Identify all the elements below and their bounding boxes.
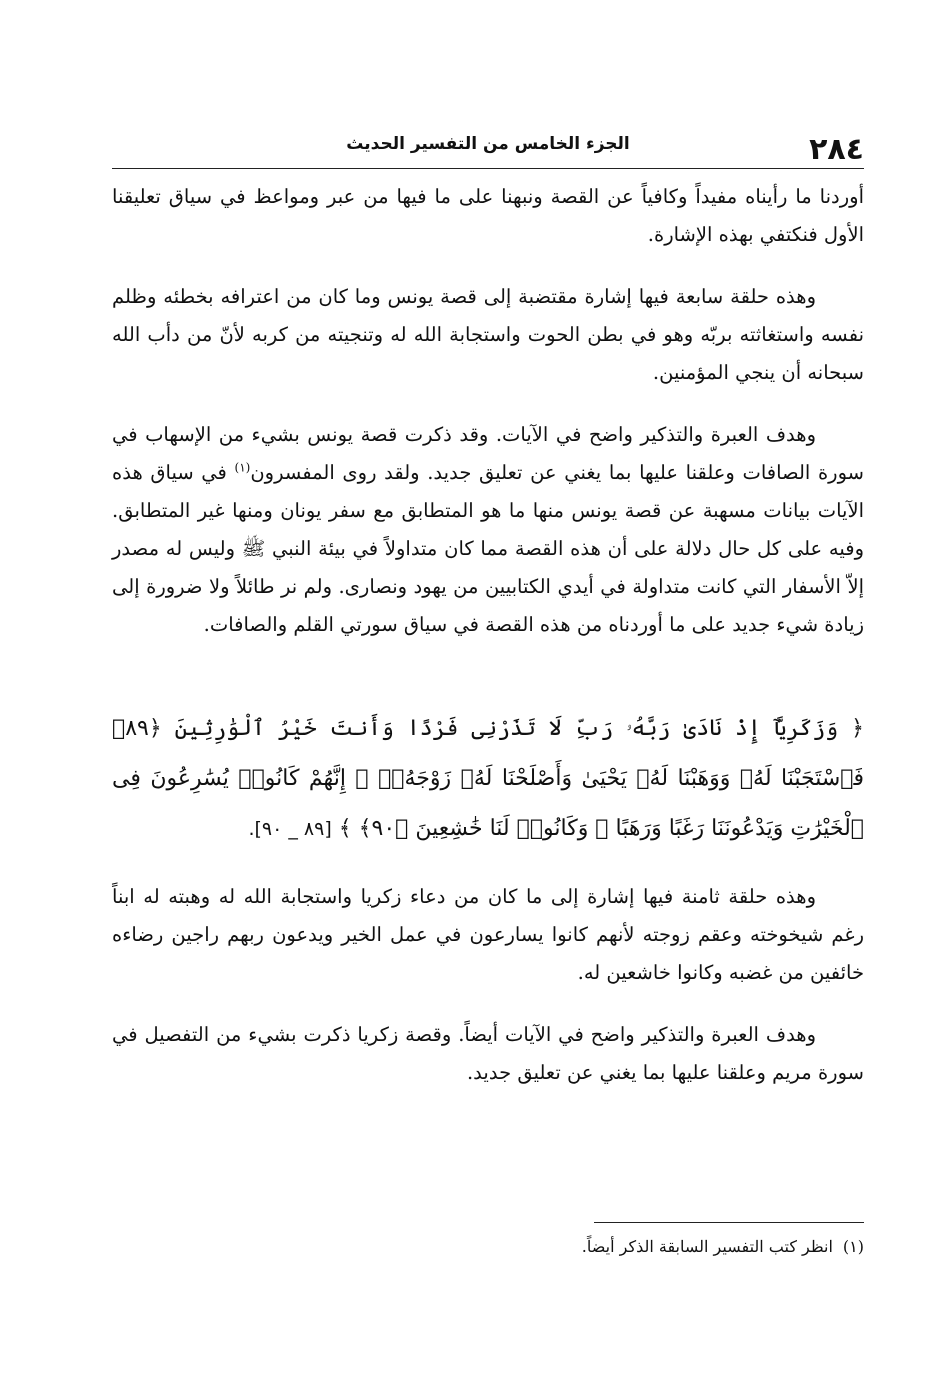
paragraph-3 bbox=[112, 416, 864, 644]
paragraph-1: أوردنا ما رأيناه مفيداً وكافياً عن القصة ونبهنا على ما فيها من عبر ومواعظ في سياق تعليقنا الأول فنكتفي بهذه الإشارة. bbox=[112, 185, 864, 246]
paragraph-4: وهذه حلقة ثامنة فيها إشارة إلى ما كان من دعاء زكريا واستجابة الله له وهبته له ابناً رغم شيخوخته وعقم زوجته لأنهم كانوا يسارعون في عمل الخير ويدعون ربهم راجين رضاءه خائفين من غضبه وكانوا خاشعين له. bbox=[112, 885, 864, 984]
footnote-marker: (١) bbox=[842, 1237, 864, 1256]
footnote bbox=[112, 1232, 864, 1262]
running-title: الجزء الخامس من التفسير الحديث bbox=[346, 134, 630, 154]
page-header bbox=[112, 128, 864, 168]
paragraph-3-text-b: في سياق هذه الآيات بيانات مسهبة عن قصة يونس منها ما هو المتطابق مع سفر يونان ومنها غير المتطابق. وفيه على كل حال دلالة على أن هذه القصة مما كان متداولاً في بيئة النبي ﷺ وليس له مصدر إلاّ الأسفار التي كانت متداولة في أيدي الكتابيين من يهود ونصارى. ولم نر طائلاً ولا ضرورة إلى زيادة شيء جديد على ما أوردناه من هذه القصة في سياق سورتي القلم والصافات. bbox=[112, 461, 864, 636]
paragraph-5: وهدف العبرة والتذكير واضح في الآيات أيضاً. وقصة زكريا ذكرت بشيء من التفصيل في سورة مريم وعلقنا عليها بما يغني عن تعليق جديد. bbox=[112, 1023, 864, 1084]
footnote-rule bbox=[594, 1222, 864, 1223]
verse-reference: [٨٩ _ ٩٠]. bbox=[248, 818, 332, 840]
paragraph-2: وهذه حلقة سابعة فيها إشارة مقتضبة إلى قصة يونس وما كان من اعترافه بخطئه وظلم نفسه واستغاثته بربّه وهو في بطن الحوت واستجابة الله له وتنجيته من كربه لأنّ من دأب الله سبحانه أن ينجي المؤمنين. bbox=[112, 285, 864, 384]
paragraph-3-text-a: وهدف العبرة والتذكير واضح في الآيات. وقد ذكرت قصة يونس بشيء من الإسهاب في سورة الصافات وعلقنا عليها بما يغني عن تعليق جديد. ولقد روى المفسرون bbox=[112, 423, 864, 484]
footnote-text: انظر كتب التفسير السابقة الذكر أيضاً. bbox=[581, 1237, 833, 1256]
page-number: ٢٨٤ bbox=[809, 132, 864, 167]
verse-text: ﴿ وَزَكَرِيَّآ إِذْ نَادَىٰ رَبَّهُۥ رَبِّ لَا تَذَرْنِى فَرْدًا وَأَنتَ خَيْرُ ٱلْوَٰرِثِينَ ﴿٨٩﴾ فَٱسْتَجَبْنَا لَهُۥ وَوَهَبْنَا لَهُۥ يَحْيَىٰ وَأَصْلَحْنَا لَهُۥ زَوْجَهُۥٓ ۚ إِنَّهُمْ كَانُوا۟ يُسَٰرِعُونَ فِى ٱلْخَيْرَٰتِ وَيَدْعُونَنَا رَغَبًا وَرَهَبًا ۖ وَكَانُوا۟ لَنَا خَٰشِعِينَ ﴿٩٠﴾ ﴾ bbox=[112, 716, 864, 841]
header-rule bbox=[112, 168, 864, 169]
footnote-reference[interactable]: (١) bbox=[234, 460, 251, 475]
page-body bbox=[112, 178, 864, 1092]
quran-verse bbox=[112, 704, 864, 854]
